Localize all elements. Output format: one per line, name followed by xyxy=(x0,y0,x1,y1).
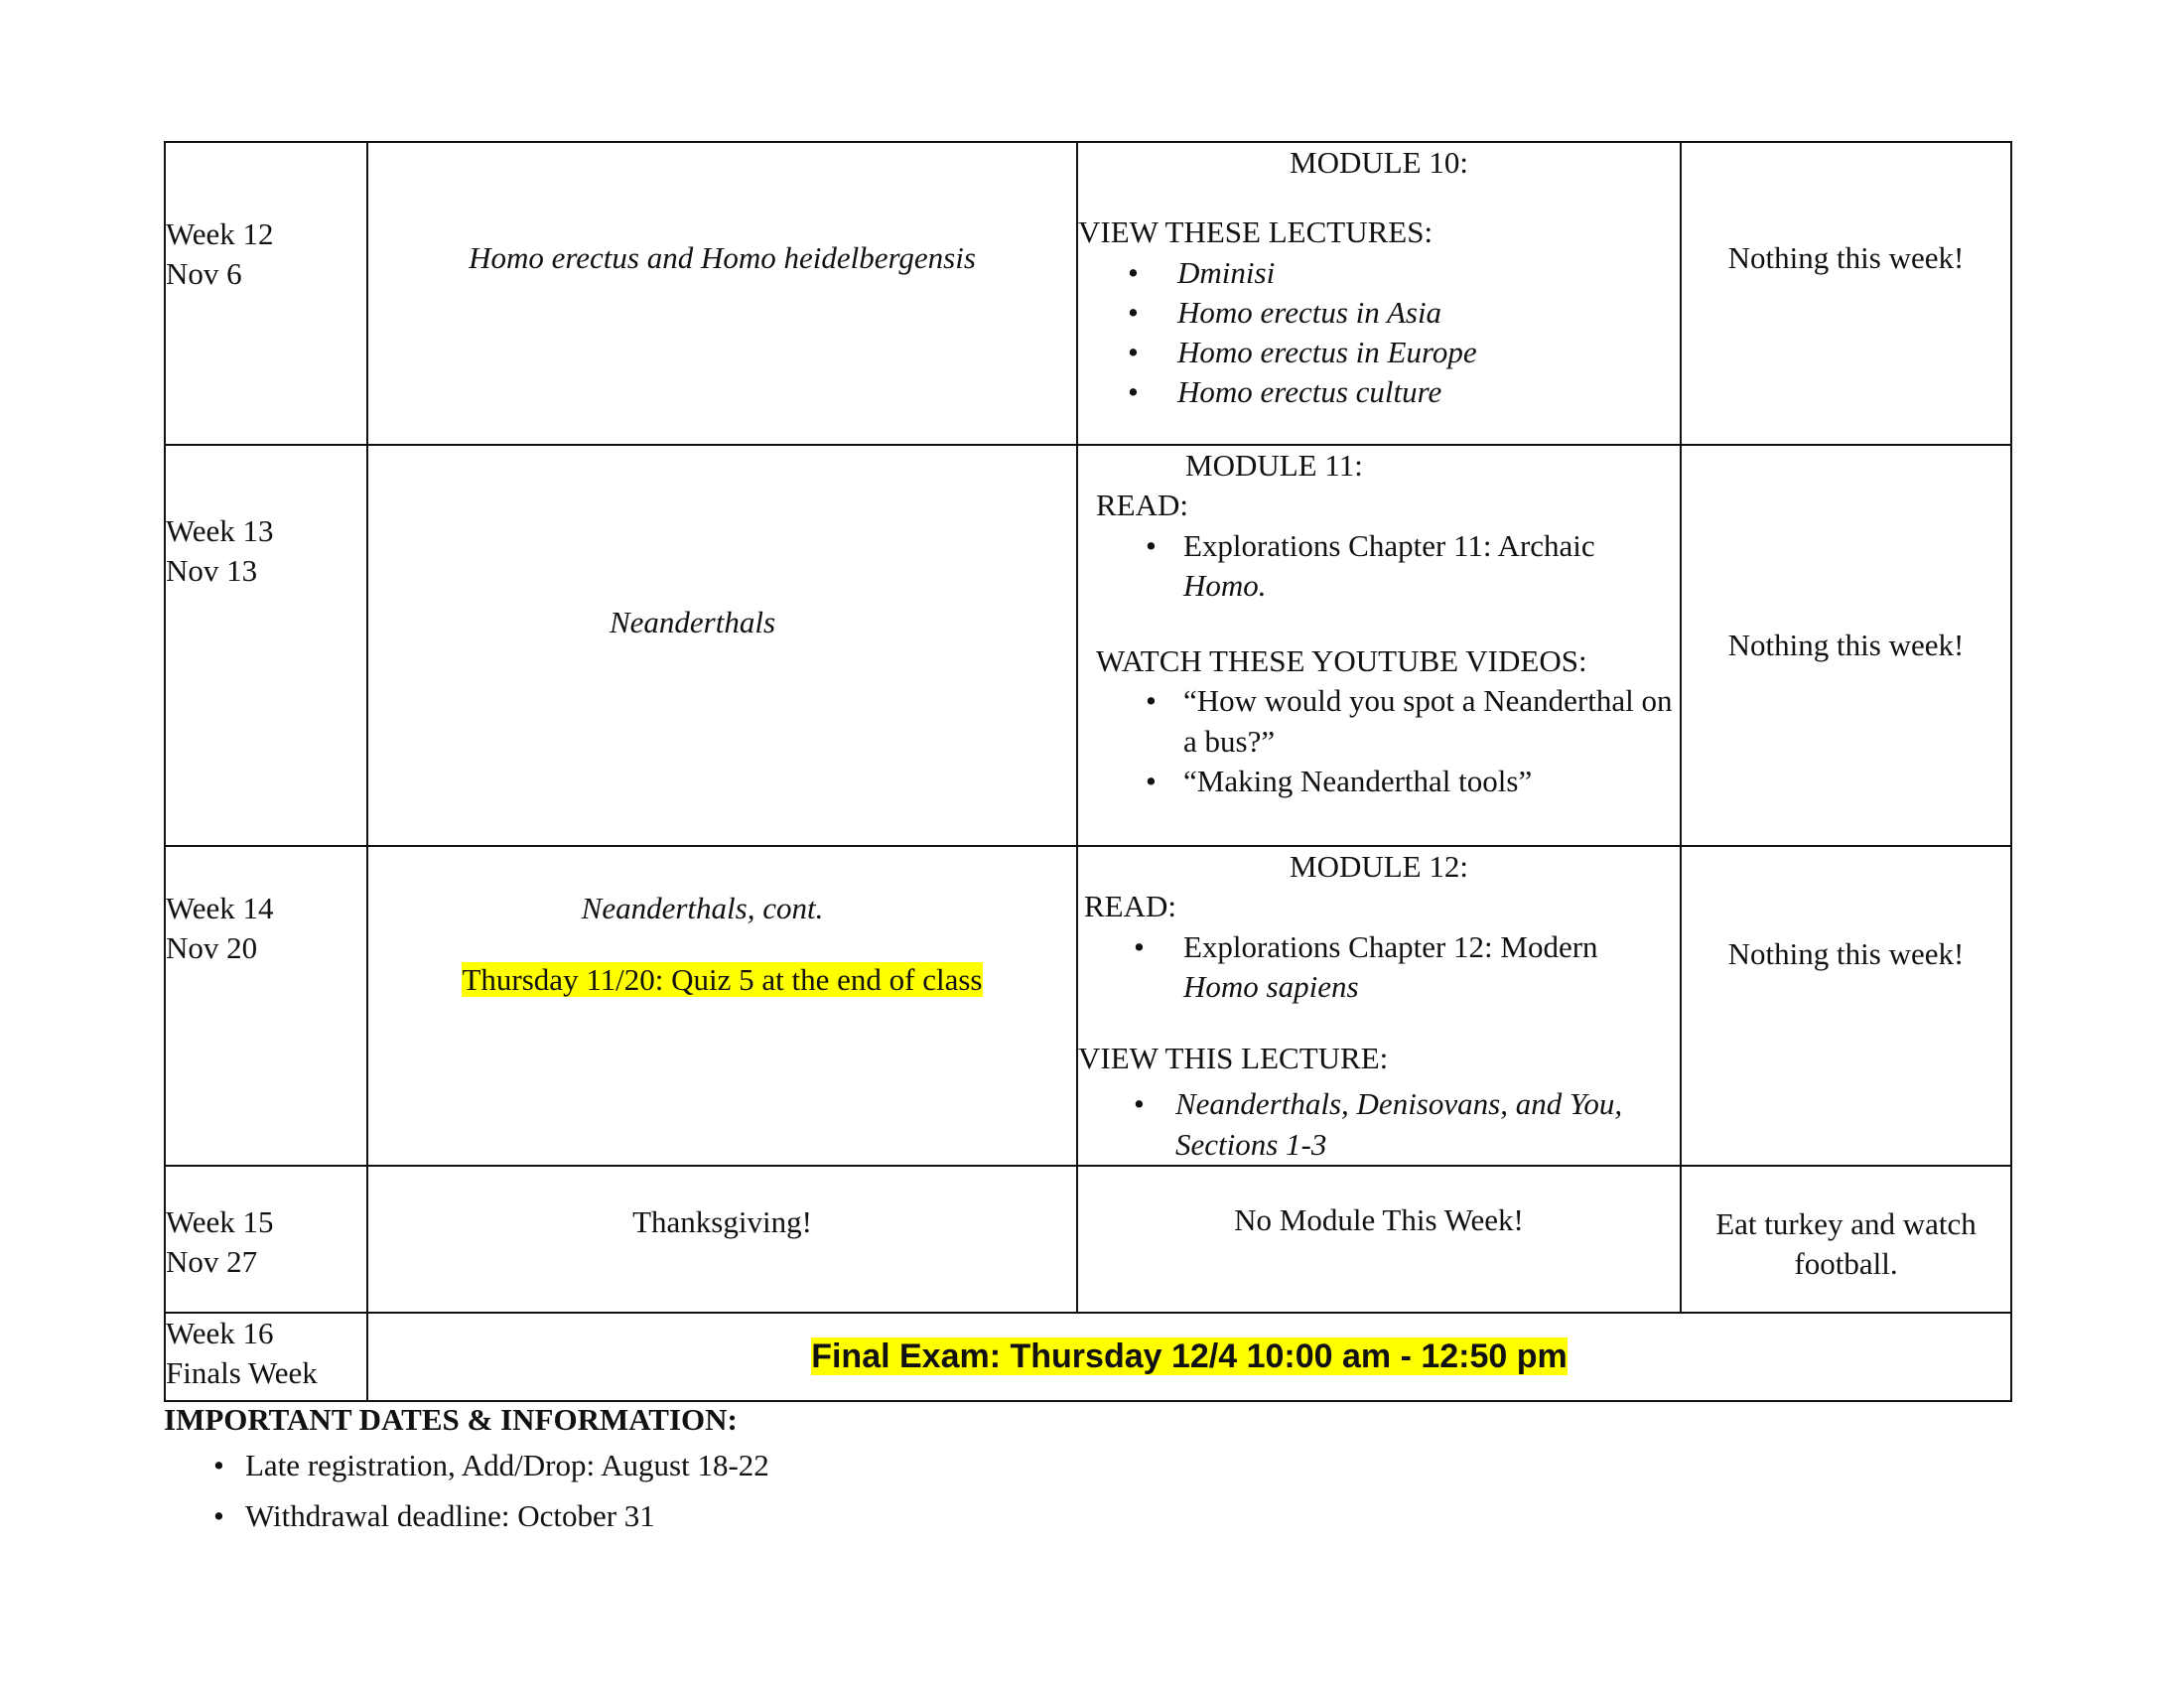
week-date: Nov 20 xyxy=(166,930,258,966)
week-label: Week 14 xyxy=(166,891,274,925)
video-list xyxy=(1096,681,1674,801)
list-item: • Withdrawal deadline: October 31 xyxy=(164,1496,769,1536)
important-dates-section xyxy=(164,1400,769,1546)
important-dates-heading: IMPORTANT DATES & INFORMATION: xyxy=(164,1402,738,1437)
topic-cell xyxy=(367,445,1077,846)
reading-text: Explorations Chapter 12: Modern xyxy=(1183,928,1598,964)
assignment-cell xyxy=(1681,445,2011,846)
list-item xyxy=(1096,526,1674,607)
reading-list xyxy=(1084,927,1674,1008)
module-title: MODULE 10: xyxy=(1290,145,1468,180)
module-cell xyxy=(1077,445,1681,846)
module-cell xyxy=(1077,1166,1681,1313)
week-date: Finals Week xyxy=(166,1355,318,1391)
week-date: Nov 6 xyxy=(166,256,242,292)
week-cell xyxy=(165,142,367,445)
table-row xyxy=(165,142,2011,445)
module-title: MODULE 12: xyxy=(1290,849,1468,884)
week-label: Week 12 xyxy=(166,216,274,251)
final-exam-cell xyxy=(367,1313,2011,1401)
lecture-list xyxy=(1078,253,1680,413)
topic-cell xyxy=(367,846,1077,1166)
week-cell xyxy=(165,1166,367,1313)
list-item: • Homo erectus culture xyxy=(1078,372,1680,412)
module-section-heading: VIEW THIS LECTURE: xyxy=(1078,1041,1389,1076)
table-row xyxy=(165,445,2011,846)
assignment-text: Nothing this week! xyxy=(1727,240,1965,275)
list-item: • Dminisi xyxy=(1078,253,1680,293)
week-date: Nov 27 xyxy=(166,1244,258,1280)
week-date: Nov 13 xyxy=(166,553,258,589)
list-item: • Homo erectus in Europe xyxy=(1078,333,1680,372)
topic-cell xyxy=(367,142,1077,445)
module-cell xyxy=(1077,846,1681,1166)
quiz-note: Thursday 11/20: Quiz 5 at the end of class xyxy=(462,962,983,998)
table-row xyxy=(165,1313,2011,1401)
assignment-text: Eat turkey and watch football. xyxy=(1715,1206,1977,1282)
topic-text: Homo erectus and Homo heidelbergensis xyxy=(469,240,976,275)
week-label: Week 13 xyxy=(166,513,274,548)
topic-text: Neanderthals xyxy=(609,605,776,639)
table-row xyxy=(165,846,2011,1166)
list-item: • Homo erectus in Asia xyxy=(1078,293,1680,333)
reading-text-italic: Homo sapiens xyxy=(1183,968,1359,1004)
week-label: Week 15 xyxy=(166,1204,274,1240)
list-item: • “How would you spot a Neanderthal on a bus?” xyxy=(1096,681,1674,762)
list-item: • Late registration, Add/Drop: August 18-22 xyxy=(164,1446,769,1485)
list-item: • Neanderthals, Denisovans, and You, Sections 1-3 xyxy=(1084,1084,1674,1165)
assignment-cell xyxy=(1681,142,2011,445)
schedule-table xyxy=(164,141,2012,1402)
week-cell xyxy=(165,1313,367,1401)
module-section-heading: READ: xyxy=(1096,488,1188,523)
assignment-text: Nothing this week! xyxy=(1727,627,1965,662)
week-cell xyxy=(165,445,367,846)
module-section-heading: VIEW THESE LECTURES: xyxy=(1078,214,1433,250)
topic-text: Thanksgiving! xyxy=(632,1204,812,1240)
module-title: MODULE 11: xyxy=(1185,448,1363,483)
module-cell xyxy=(1077,142,1681,445)
topic-cell xyxy=(367,1166,1077,1313)
assignment-text: Nothing this week! xyxy=(1727,936,1965,971)
module-section-heading: WATCH THESE YOUTUBE VIDEOS: xyxy=(1096,643,1587,679)
table-row xyxy=(165,1166,2011,1313)
assignment-cell xyxy=(1681,846,2011,1166)
module-title: No Module This Week! xyxy=(1234,1202,1524,1238)
lecture-list xyxy=(1084,1084,1674,1165)
topic-text: Neanderthals, cont. xyxy=(581,891,824,925)
week-label: Week 16 xyxy=(166,1316,274,1351)
list-item xyxy=(1084,927,1674,1008)
reading-text-italic: Homo. xyxy=(1183,567,1267,603)
important-dates-list xyxy=(164,1446,769,1536)
final-exam-text: Final Exam: Thursday 12/4 10:00 am - 12:50 pm xyxy=(811,1337,1568,1376)
reading-text: Explorations Chapter 11: Archaic xyxy=(1183,527,1595,563)
reading-list xyxy=(1096,526,1674,607)
module-section-heading: READ: xyxy=(1084,889,1176,924)
assignment-cell xyxy=(1681,1166,2011,1313)
list-item: • “Making Neanderthal tools” xyxy=(1096,762,1674,801)
